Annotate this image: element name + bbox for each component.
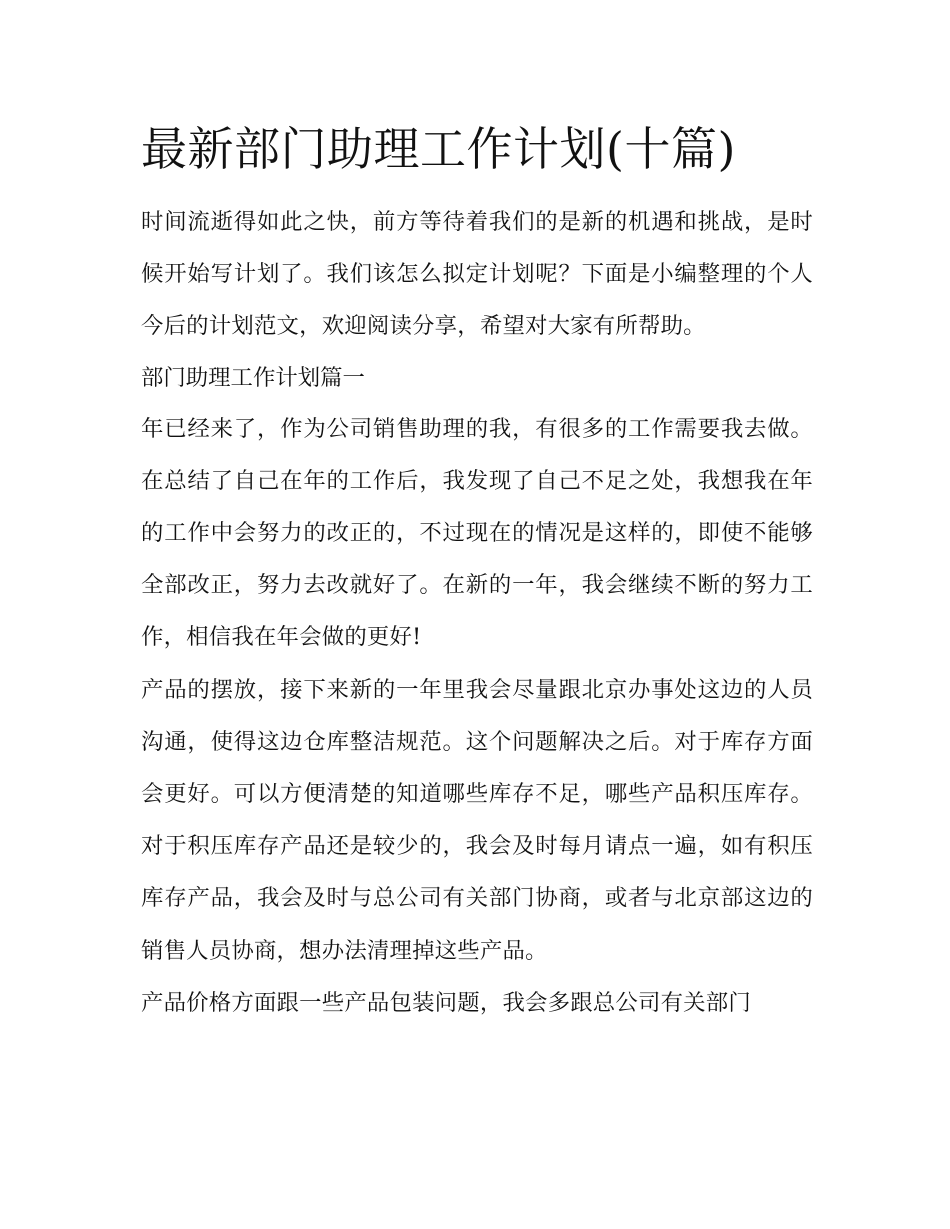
body-paragraph-3: 产品价格方面跟一些产品包装问题，我会多跟总公司有关部门 xyxy=(141,989,751,1016)
document-title: 最新部门助理工作计划(十篇) xyxy=(141,122,736,176)
intro-paragraph: 时间流逝得如此之快，前方等待着我们的是新的机遇和挑战，是时候开始写计划了。我们该怎么拟定计划呢？下面是小编整理的个人今后的计划范文，欢迎阅读分享，希望对大家有所帮助。 xyxy=(141,209,813,340)
section-heading: 部门助理工作计划篇一 xyxy=(141,364,365,391)
document-body xyxy=(141,118,813,1029)
body-paragraph-1: 年已经来了，作为公司销售助理的我，有很多的工作需要我去做。在总结了自己在年的工作后，我发现了自己不足之处，我想我在年的工作中会努力的改正的，不过现在的情况是这样的，即使不能够全部改正，努力去改就好了。在新的一年，我会继续不断的努力工作，相信我在年会做的更好! xyxy=(141,415,813,651)
body-paragraph-2: 产品的摆放，接下来新的一年里我会尽量跟北京办事处这边的人员沟通，使得这边仓库整洁规范。这个问题解决之后。对于库存方面会更好。可以方便清楚的知道哪些库存不足，哪些产品积压库存。对于积压库存产品还是较少的，我会及时每月请点一遍，如有积压库存产品，我会及时与总公司有关部门协商，或者与北京部这边的销售人员协商，想办法清理掉这些产品。 xyxy=(141,676,813,964)
